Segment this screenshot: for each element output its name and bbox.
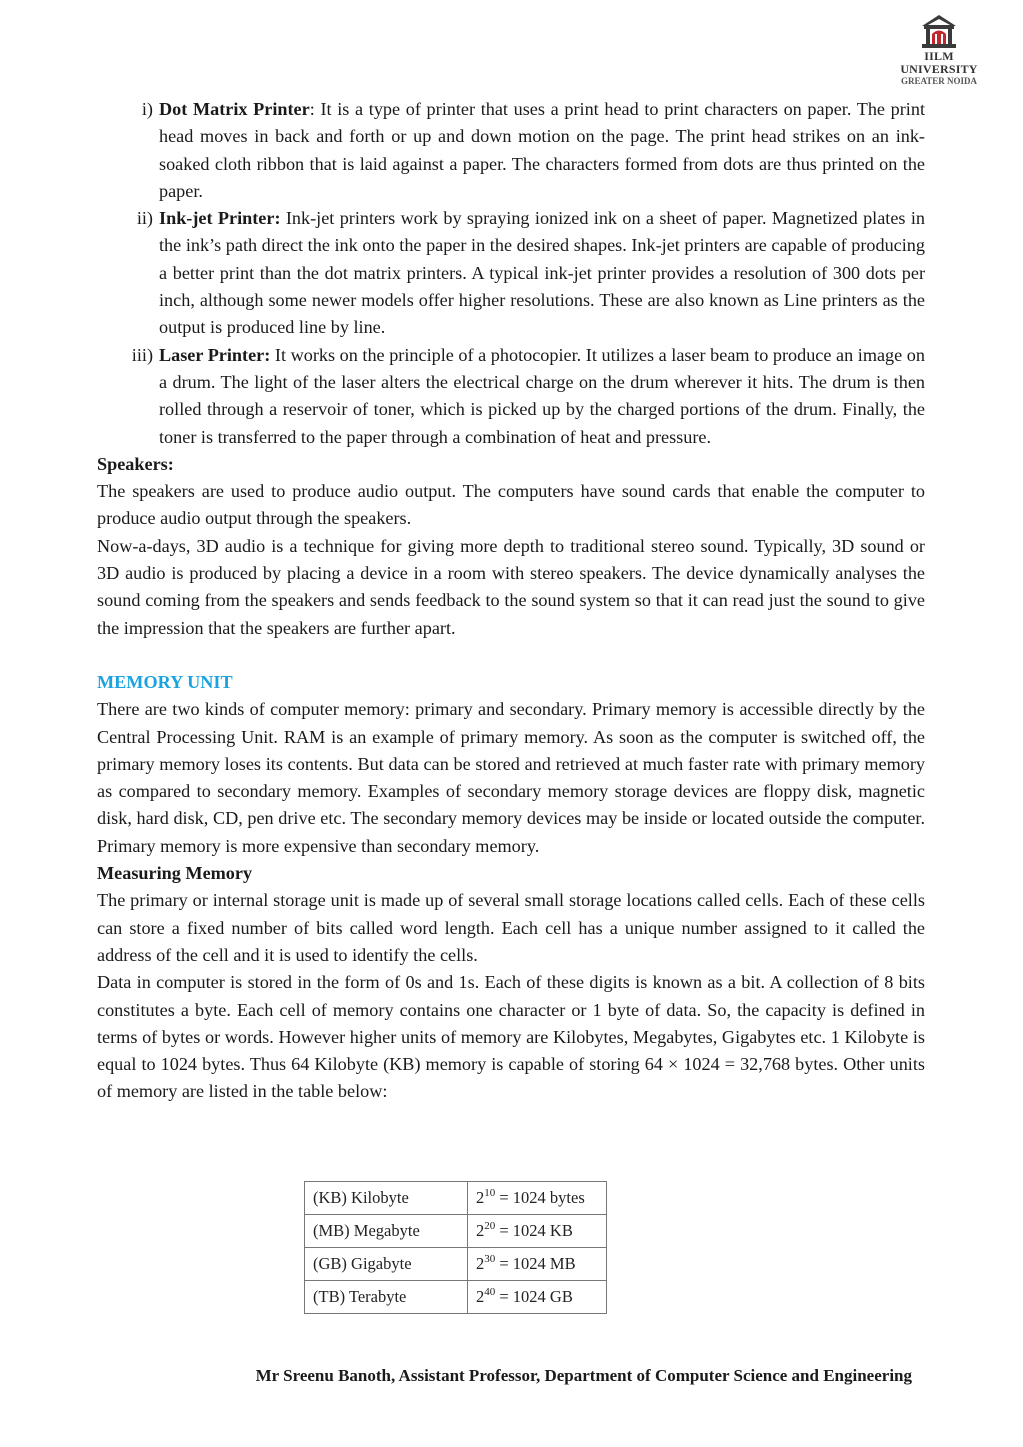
value-cell: $2^{20} = 1024$ KB — [468, 1215, 607, 1248]
list-item-text — [159, 96, 925, 205]
unit-cell: (KB) Kilobyte — [305, 1182, 468, 1215]
description: It is a type of printer that uses a print head to print characters on paper. The print head moves in back and forth or up and down motion on the page. The print head strikes on an ink-soaked cloth ribbon that is laid against a paper. The characters formed from dots are thus printed on the paper. — [159, 99, 925, 201]
speakers-heading: Speakers: — [97, 453, 174, 474]
unit-cell: (TB) Terabyte — [305, 1281, 468, 1314]
list-number: iii) — [131, 344, 153, 365]
memory-units-table — [304, 1181, 607, 1314]
university-building-icon — [919, 14, 959, 50]
list-item — [97, 342, 925, 451]
description: Ink-jet printers work by spraying ionized ink on a sheet of paper. Magnetized plates in the ink’s path direct the ink onto the paper in the desired shapes. Ink-jet printers are capable of producing a better print than the dot matrix printers. A typical ink-jet printer provides a resolution of 300 dots per inch, although some newer models offer higher resolutions. These are also known as Line printers as the output is produced line by line. — [159, 208, 925, 338]
table-row — [305, 1281, 607, 1314]
table-row — [305, 1248, 607, 1281]
list-number: ii) — [136, 208, 153, 229]
paragraph: There are two kinds of computer memory: primary and secondary. Primary memory is accessible directly by the Central Processing Unit. RAM is an example of primary memory. As soon as the computer is switched off, the primary memory loses its contents. But data can be stored and retrieved at much faster rate with primary memory as compared to secondary memory. Examples of secondary memory storage devices are floppy disk, magnetic disk, hard disk, CD, pen drive etc. The secondary memory devices may be inside or located outside the computer. Primary memory is more expensive than secondary memory. — [97, 699, 925, 856]
paragraph: The primary or internal storage unit is made up of several small storage locations called cells. Each of these cells can store a fixed number of bits called word length. Each cell has a unique number assigned to it called the address of the cell and it is used to identify the cells. — [97, 890, 925, 965]
list-item — [97, 205, 925, 341]
value-cell: $2^{10} = 1024$ bytes — [468, 1182, 607, 1215]
university-logo — [884, 14, 994, 88]
paragraph: Now-a-days, 3D audio is a technique for giving more depth to traditional stereo sound. Typically, 3D sound or 3D audio is produced by placing a device in a room with stereo speakers. The device dynamically analyses the sound coming from the speakers and sends feedback to the sound system so that it can read just the sound to give the impression that the speakers are further apart. — [97, 535, 925, 638]
term: Dot Matrix Printer — [159, 99, 310, 119]
table-row — [305, 1215, 607, 1248]
value-cell: $2^{40} = 1024$ GB — [468, 1281, 607, 1314]
paragraph: The speakers are used to produce audio output. The computers have sound cards that enable the computer to produce audio output through the speakers. — [97, 481, 925, 529]
value-cell: $2^{30} = 1024$ MB — [468, 1248, 607, 1281]
paragraph: Data in computer is stored in the form of 0s and 1s. Each of these digits is known as a bit. A collection of 8 bits constitutes a byte. Each cell of memory contains one character or 1 byte of data. So, the capacity is defined in terms of bytes or words. However higher units of memory are Kilobytes, Megabytes, Gigabytes etc. 1 Kilobyte is equal to 1024 bytes. Thus 64 Kilobyte (KB) memory is capable of storing 64 × 1024 = 32,768 bytes. Other units of memory are listed in the table below: — [97, 972, 925, 1102]
page-footer: Mr Sreenu Banoth, Assistant Professor, Department of Computer Science and Engineering — [255, 1366, 912, 1385]
list-item — [97, 96, 925, 205]
unit-cell: (MB) Megabyte — [305, 1215, 468, 1248]
unit-cell: (GB) Gigabyte — [305, 1248, 468, 1281]
list-number: i) — [141, 99, 153, 119]
section-heading: MEMORY UNIT — [97, 671, 233, 692]
description: It works on the principle of a photocopier. It utilizes a laser beam to produce an image on a drum. The light of the laser alters the electrical charge on the drum wherever it hits. The drum is then rolled through a reservoir of toner, which is picked up by the charged portions of the drum. Finally, the toner is transferred to the paper through a combination of heat and pressure. — [159, 344, 925, 447]
term-separator: : — [309, 99, 315, 119]
page-content — [97, 96, 925, 1106]
term: Laser Printer: — [159, 344, 271, 365]
subheading: Measuring Memory — [97, 863, 253, 884]
list-item-text — [159, 342, 925, 451]
logo-name: IILM UNIVERSITY — [900, 49, 978, 76]
table-row — [305, 1182, 607, 1215]
term: Ink-jet Printer: — [159, 208, 281, 229]
list-item-text — [159, 205, 925, 341]
logo-location: GREATER NOIDA — [900, 76, 978, 86]
